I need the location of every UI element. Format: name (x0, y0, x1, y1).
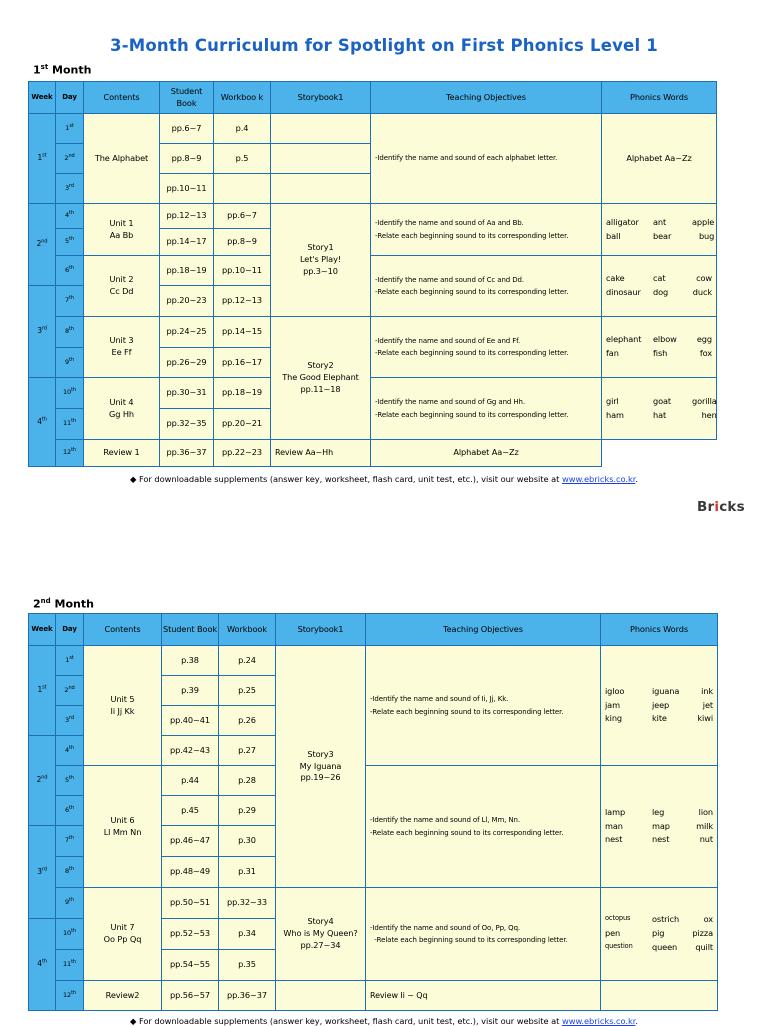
week-cell: 1st (29, 646, 56, 736)
month-1-table (28, 81, 717, 467)
day-cell: 8th (56, 857, 84, 888)
student-book-cell: pp.12~13 (160, 204, 214, 229)
student-book-cell: pp.14~17 (160, 229, 214, 256)
workbook-cell: p.30 (219, 826, 276, 857)
student-book-cell: pp.56~57 (162, 981, 219, 1011)
document-title: 3-Month Curriculum for Spotlight on First Phonics Level 1 (110, 36, 658, 55)
workbook-cell: p.5 (214, 144, 271, 174)
student-book-cell: pp.10~11 (160, 174, 214, 204)
workbook-cell: p.27 (219, 736, 276, 766)
objectives-cell: -Identify the name and sound of Ll, Mm, Nn. -Relate each beginning sound to its corresponding letter. (366, 766, 601, 888)
header-workbook: Workbook (219, 614, 276, 646)
contents-cell: The Alphabet (84, 114, 160, 204)
phonics-words-cell: octopus ostrich ox pen pig pizza question queen quilt (601, 888, 718, 981)
day-cell: 10th (56, 919, 84, 950)
phonics-words-cell: girl goat gorilla ham hat hen (602, 378, 717, 440)
phonics-words-cell: cake cat cow dinosaur dog duck (602, 256, 717, 317)
header-day: Day (56, 82, 84, 114)
workbook-cell: p.26 (219, 706, 276, 736)
workbook-cell: p.29 (219, 796, 276, 826)
header-week: Week (29, 82, 56, 114)
student-book-cell: p.39 (162, 676, 219, 706)
student-book-cell: p.45 (162, 796, 219, 826)
workbook-cell: pp.22~23 (214, 440, 271, 467)
day-cell: 8th (56, 317, 84, 348)
day-cell: 6th (56, 796, 84, 826)
student-book-cell: p.38 (162, 646, 219, 676)
phonics-words-cell: lamp leg lion man map milk nest nest nut (601, 766, 718, 888)
student-book-cell: pp.40~41 (162, 706, 219, 736)
day-cell: 1st (56, 114, 84, 144)
workbook-cell: pp.10~11 (214, 256, 271, 286)
workbook-cell: p.35 (219, 950, 276, 981)
header-storybook: Storybook1 (276, 614, 366, 646)
objectives-cell: -Identify the name and sound of Oo, Pp, Qq. -Relate each beginning sound to its corresponding letter. (366, 888, 601, 981)
workbook-cell: p.34 (219, 919, 276, 950)
day-cell: 5th (56, 766, 84, 796)
supplements-note-2: ◆ For downloadable supplements (answer key, worksheet, flash card, unit test, etc.), visit our website at www.ebricks.co.kr. (130, 1016, 638, 1026)
day-cell: 4th (56, 204, 84, 229)
week-cell: 2nd (29, 204, 56, 286)
contents-cell: Unit 1 Aa Bb (84, 204, 160, 256)
bricks-logo: Bricks (697, 499, 745, 515)
student-book-cell: pp.42~43 (162, 736, 219, 766)
student-book-cell: pp.20~23 (160, 286, 214, 317)
week-cell: 3rd (29, 286, 56, 378)
day-cell: 2nd (56, 144, 84, 174)
storybook-cell (276, 981, 366, 1011)
storybook-cell: Story2 The Good Elephant pp.11~18 (271, 317, 371, 440)
workbook-cell: pp.8~9 (214, 229, 271, 256)
objectives-cell: -Identify the name and sound of Cc and Dd. -Relate each beginning sound to its corresponding letter. (371, 256, 602, 317)
student-book-cell: pp.50~51 (162, 888, 219, 919)
header-day: Day (56, 614, 84, 646)
day-cell: 3rd (56, 706, 84, 736)
month-2-label: 2nd Month (33, 597, 94, 611)
workbook-cell: pp.6~7 (214, 204, 271, 229)
student-book-cell: pp.48~49 (162, 857, 219, 888)
workbook-cell: p.4 (214, 114, 271, 144)
contents-cell: Unit 2 Cc Dd (84, 256, 160, 317)
storybook-cell (271, 174, 371, 204)
week-cell: 1st (29, 114, 56, 204)
student-book-cell: pp.54~55 (162, 950, 219, 981)
workbook-cell: pp.32~33 (219, 888, 276, 919)
student-book-cell: pp.46~47 (162, 826, 219, 857)
workbook-cell: pp.36~37 (219, 981, 276, 1011)
phonics-words-cell: igloo iguana ink jam jeep jet king kite kiwi (601, 646, 718, 766)
month-2-table (28, 613, 718, 1011)
student-book-cell: pp.24~25 (160, 317, 214, 348)
day-cell: 12th (56, 440, 84, 467)
student-book-cell: pp.26~29 (160, 348, 214, 378)
objectives-cell: Review Ii ~ Qq (366, 981, 601, 1011)
storybook-cell: Story3 My Iguana pp.19~26 (276, 646, 366, 888)
day-cell: 6th (56, 256, 84, 286)
storybook-cell (271, 114, 371, 144)
day-cell: 11th (56, 950, 84, 981)
header-week: Week (29, 614, 56, 646)
storybook-cell (271, 144, 371, 174)
contents-cell: Review2 (84, 981, 162, 1011)
contents-cell: Unit 7 Oo Pp Qq (84, 888, 162, 981)
contents-cell: Review 1 (84, 440, 160, 467)
website-link-2[interactable]: www.ebricks.co.kr (561, 1016, 636, 1026)
day-cell: 7th (56, 286, 84, 317)
day-cell: 9th (56, 888, 84, 919)
phonics-words-cell: Alphabet Aa~Zz (602, 114, 717, 204)
objectives-cell: -Identify the name and sound of Aa and Bb. -Relate each beginning sound to its corresponding letter. (371, 204, 602, 256)
objectives-cell: -Identify the name and sound of Gg and Hh. -Relate each beginning sound to its corresponding letter. (371, 378, 602, 440)
workbook-cell: pp.18~19 (214, 378, 271, 409)
contents-cell: Unit 3 Ee Ff (84, 317, 160, 378)
workbook-cell: p.28 (219, 766, 276, 796)
phonics-words-cell: alligator ant apple ball bear bug (602, 204, 717, 256)
header-phonics-words: Phonics Words (602, 82, 717, 114)
header-teaching-objectives: Teaching Objectives (371, 82, 602, 114)
workbook-cell: pp.14~15 (214, 317, 271, 348)
website-link[interactable]: www.ebricks.co.kr (561, 474, 636, 484)
student-book-cell: p.44 (162, 766, 219, 796)
day-cell: 2nd (56, 676, 84, 706)
day-cell: 10th (56, 378, 84, 409)
day-cell: 9th (56, 348, 84, 378)
student-book-cell: pp.18~19 (160, 256, 214, 286)
day-cell: 3rd (56, 174, 84, 204)
workbook-cell: pp.20~21 (214, 409, 271, 440)
student-book-cell: pp.52~53 (162, 919, 219, 950)
phonics-words-cell: elephant elbow egg fan fish fox (602, 317, 717, 378)
workbook-cell: pp.16~17 (214, 348, 271, 378)
week-cell: 4th (29, 919, 56, 1011)
header-contents: Contents (84, 614, 162, 646)
student-book-cell: pp.6~7 (160, 114, 214, 144)
week-cell: 2nd (29, 736, 56, 826)
header-phonics-words: Phonics Words (601, 614, 718, 646)
workbook-cell: p.31 (219, 857, 276, 888)
student-book-cell: pp.30~31 (160, 378, 214, 409)
contents-cell: Unit 4 Gg Hh (84, 378, 160, 440)
day-cell: 1st (56, 646, 84, 676)
header-teaching-objectives: Teaching Objectives (366, 614, 601, 646)
header-student-book: Student Book (162, 614, 219, 646)
day-cell: 11th (56, 409, 84, 440)
student-book-cell: pp.8~9 (160, 144, 214, 174)
student-book-cell: pp.36~37 (160, 440, 214, 467)
workbook-cell (214, 174, 271, 204)
phonics-words-cell: Alphabet Aa~Zz (371, 440, 602, 467)
supplements-note: ◆ For downloadable supplements (answer key, worksheet, flash card, unit test, etc.), visit our website at www.ebricks.co.kr. (130, 474, 638, 484)
header-workbook: Workboo k (214, 82, 271, 114)
header-contents: Contents (84, 82, 160, 114)
week-cell: 3rd (29, 826, 56, 919)
student-book-cell: pp.32~35 (160, 409, 214, 440)
header-storybook: Storybook1 (271, 82, 371, 114)
contents-cell: Unit 5 Ii Jj Kk (84, 646, 162, 766)
objectives-cell: Review Aa~Hh (271, 440, 371, 467)
workbook-cell: p.25 (219, 676, 276, 706)
contents-cell: Unit 6 Ll Mm Nn (84, 766, 162, 888)
phonics-words-cell (601, 981, 718, 1011)
workbook-cell: p.24 (219, 646, 276, 676)
day-cell: 5th (56, 229, 84, 256)
objectives-cell: -Identify the name and sound of each alphabet letter. (371, 114, 602, 204)
day-cell: 7th (56, 826, 84, 857)
storybook-cell: Story4 Who is My Queen? pp.27~34 (276, 888, 366, 981)
day-cell: 12th (56, 981, 84, 1011)
workbook-cell: pp.12~13 (214, 286, 271, 317)
objectives-cell: -Identify the name and sound of Ii, Jj, Kk. -Relate each beginning sound to its corresponding letter. (366, 646, 601, 766)
objectives-cell: -Identify the name and sound of Ee and Ff. -Relate each beginning sound to its corresponding letter. (371, 317, 602, 378)
week-cell: 4th (29, 378, 56, 467)
day-cell: 4th (56, 736, 84, 766)
header-student-book: Student Book (160, 82, 214, 114)
month-1-label: 1st Month (33, 63, 92, 77)
storybook-cell: Story1 Let's Play! pp.3~10 (271, 204, 371, 317)
